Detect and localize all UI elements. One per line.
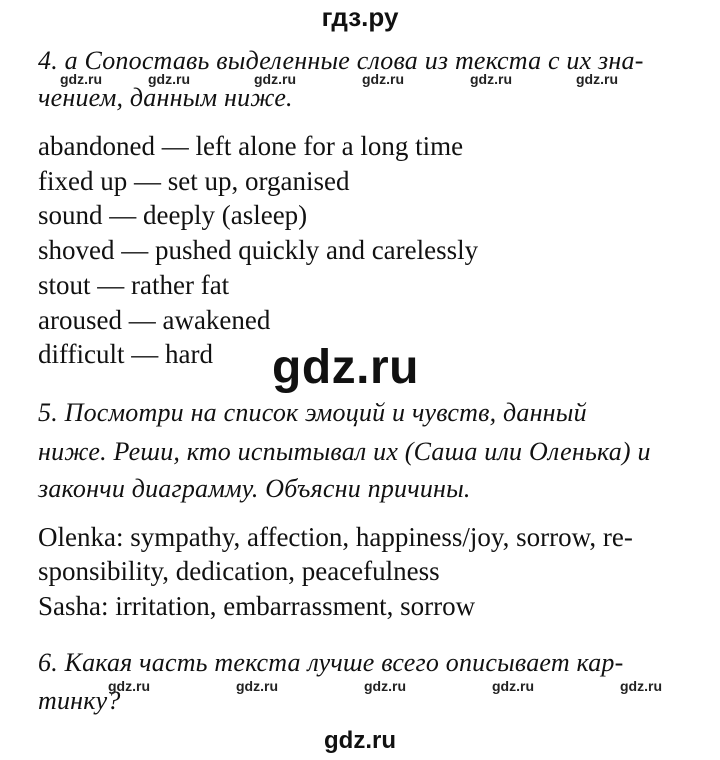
task6-heading-line-1: 6. Какая часть текста лучше всего описывает кар- — [38, 648, 624, 677]
vocab-pair: shoved — pushed quickly and carelessly — [38, 235, 479, 265]
line-watermark: gdz.ru — [364, 678, 406, 694]
line-watermark: gdz.ru — [576, 71, 618, 87]
vocab-pair: abandoned — left alone for a long time — [38, 131, 464, 161]
line-watermark: gdz.ru — [620, 678, 662, 694]
vocab-pair: aroused — awakened — [38, 305, 271, 335]
task5-heading-line-3: закончи диаграмму. Объясни причины. — [38, 474, 471, 503]
line-watermark: gdz.ru — [492, 678, 534, 694]
center-watermark: gdz.ru — [272, 341, 419, 394]
answer-line: Olenka: sympathy, affection, happiness/joy, sorrow, re- — [38, 522, 633, 552]
vocab-pair: stout — rather fat — [38, 270, 230, 300]
footer-watermark: gdz.ru — [324, 727, 396, 754]
task5-heading-line-2: ниже. Реши, кто испытывал их (Саша или Оленька) и — [38, 437, 651, 466]
task5-heading-line-1: 5. Посмотри на список эмоций и чувств, данный — [38, 398, 587, 427]
line-watermark: gdz.ru — [148, 71, 190, 87]
vocab-pair: difficult — hard — [38, 339, 213, 369]
header-watermark: гдз.ру — [321, 2, 399, 32]
line-watermark: gdz.ru — [362, 71, 404, 87]
answer-line: sponsibility, dedication, peacefulness — [38, 556, 440, 586]
task4-heading-line-1: 4. a Сопоставь выделенные слова из текста с их зна- — [38, 46, 644, 75]
answer-line: Sasha: irritation, embarrassment, sorrow — [38, 591, 476, 621]
vocab-pair: fixed up — set up, organised — [38, 166, 350, 196]
line-watermark: gdz.ru — [470, 71, 512, 87]
line-watermark: gdz.ru — [60, 71, 102, 87]
line-watermark: gdz.ru — [108, 678, 150, 694]
vocab-pair: sound — deeply (asleep) — [38, 200, 308, 230]
task6-heading-line-2: тинку? — [38, 686, 121, 715]
task4-heading-line-2: чением, данным ниже. — [38, 83, 293, 112]
line-watermark: gdz.ru — [236, 678, 278, 694]
line-watermark: gdz.ru — [254, 71, 296, 87]
